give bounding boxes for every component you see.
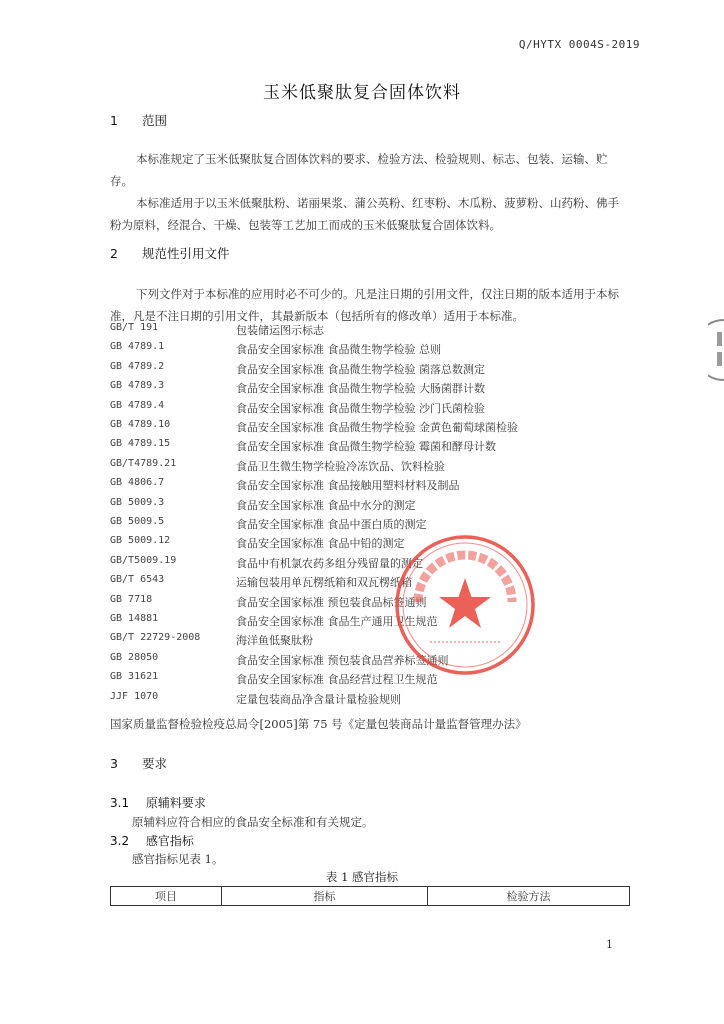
section-1-body: [110, 148, 630, 236]
subsection-title: 感官指标: [145, 834, 194, 848]
subsection-3-1-text: 原辅料应符合相应的食品安全标准和有关规定。: [132, 815, 374, 829]
section-number: 2: [110, 246, 118, 261]
reference-code: GB 4789.10: [110, 419, 171, 430]
section-title: 要求: [141, 756, 167, 771]
section-3-heading: [110, 754, 167, 772]
reference-code: GB 4789.15: [110, 438, 171, 450]
reference-title: 食品安全国家标准 食品中铅的测定: [236, 537, 405, 551]
reference-code: GB 31621: [110, 671, 159, 683]
reference-title: 食品安全国家标准 预包装食品营养标签通则: [236, 653, 449, 667]
paragraph: 本标准适用于以玉米低聚肽粉、诺丽果浆、蒲公英粉、红枣粉、木瓜粉、菠萝粉、山药粉、佛手粉为原料，经混合、干燥、包装等工艺加工而成的玉米低聚肽复合固体饮料。: [110, 196, 619, 232]
reference-code: GB/T5009.19: [110, 554, 177, 566]
reference-title: 食品安全国家标准 食品接触用塑料材料及制品: [236, 479, 460, 493]
reference-code: GB 4789.4: [110, 399, 165, 411]
reference-closing: 国家质量监督检验检疫总局令[2005]第 75 号《定量包装商品计量监督管理办法》: [110, 717, 527, 731]
reference-title: 食品卫生微生物学检验冷冻饮品、饮料检验: [236, 459, 445, 473]
reference-title: 食品安全国家标准 食品微生物学检验 霉菌和酵母计数: [236, 440, 496, 454]
reference-code: GB 4806.7: [110, 477, 165, 489]
subsection-number: 3.1: [110, 796, 130, 810]
reference-title: 食品安全国家标准 食品经营过程卫生规范: [236, 673, 438, 687]
reference-title: 食品安全国家标准 食品中蛋白质的测定: [236, 518, 427, 531]
subsection-3-2-text: 感官指标见表 1。: [132, 852, 224, 866]
reference-title: 包装储运图示标志: [236, 324, 324, 337]
reference-title: 海洋鱼低聚肽粉: [236, 634, 313, 648]
company-seal-stamp: [390, 530, 540, 680]
paragraph: 本标准规定了玉米低聚肽复合固体饮料的要求、检验方法、检验规则、标志、包装、运输、贮存。: [110, 152, 608, 188]
reference-title: 食品安全国家标准 食品微生物学检验 菌落总数测定: [236, 362, 485, 376]
paragraph: 下列文件对于本标准的应用时必不可少的。凡是注日期的引用文件，仅注日期的版本适用于本标准，凡是不注日期的引用文件，其最新版本（包括所有的修改单）适用于本标准。: [110, 287, 619, 323]
reference-title: 食品安全国家标准 食品微生物学检验 总则: [236, 343, 441, 357]
reference-code: GB 5009.3: [110, 496, 165, 508]
reference-title: 食品安全国家标准 食品微生物学检验 大肠菌群计数: [236, 382, 485, 396]
reference-code: GB/T4789.21: [110, 457, 177, 469]
reference-code: GB 28050: [110, 651, 159, 663]
subsection-number: 3.2: [110, 834, 130, 848]
edge-seal-mark: [708, 318, 724, 382]
reference-code: GB 5009.5: [110, 516, 165, 527]
reference-code: JJF 1070: [110, 690, 159, 702]
section-number: 3: [110, 756, 118, 771]
reference-title: 食品安全国家标准 食品微生物学检验 金黄色葡萄球菌检验: [236, 421, 518, 434]
subsection-title: 原辅料要求: [145, 796, 206, 810]
standard-code: Q/HYTX 0004S-2019: [518, 38, 640, 51]
reference-title: 食品安全国家标准 食品生产通用卫生规范: [236, 615, 438, 628]
reference-code: GB/T 191: [110, 322, 159, 333]
table-header-row: [111, 887, 630, 906]
reference-list: [110, 322, 630, 712]
reference-title: 食品安全国家标准 食品中水分的测定: [236, 498, 416, 512]
section-2-intro: [110, 283, 630, 327]
section-title: 规范性引用文件: [141, 246, 230, 261]
table-header-cell: 项目: [111, 887, 222, 906]
reference-title: 定量包装商品净含量计量检验规则: [236, 692, 401, 706]
section-number: 1: [110, 113, 118, 128]
reference-code: GB 4789.1: [110, 341, 165, 353]
page-number: 1: [606, 938, 613, 951]
table-header-cell: 检验方法: [428, 887, 630, 906]
subsection-3-1-heading: [110, 794, 206, 811]
reference-code: GB 7718: [110, 593, 153, 605]
section-1-heading: [110, 111, 167, 129]
reference-code: GB 5009.12: [110, 535, 171, 547]
reference-code: GB/T 22729-2008: [110, 632, 201, 644]
sensory-table: [110, 886, 630, 906]
document-title: 玉米低聚肽复合固体饮料: [263, 83, 461, 103]
star-icon: [439, 578, 491, 628]
subsection-3-2-heading: [110, 832, 194, 849]
reference-title: 食品中有机氯农药多组分残留量的测定: [236, 556, 423, 570]
reference-title: 运输包装用单瓦楞纸箱和双瓦楞纸箱: [236, 576, 412, 590]
reference-code: GB/T 6543: [110, 574, 165, 586]
reference-code: GB 14881: [110, 613, 159, 624]
table-header-cell: 指标: [222, 887, 428, 906]
section-2-heading: [110, 244, 230, 262]
reference-code: GB 4789.3: [110, 380, 165, 392]
reference-code: GB 4789.2: [110, 360, 165, 372]
reference-title: 食品安全国家标准 食品微生物学检验 沙门氏菌检验: [236, 401, 485, 415]
table-caption: 表 1 感官指标: [325, 870, 399, 884]
section-title: 范围: [141, 113, 167, 128]
reference-title: 食品安全国家标准 预包装食品标签通则: [236, 595, 427, 609]
